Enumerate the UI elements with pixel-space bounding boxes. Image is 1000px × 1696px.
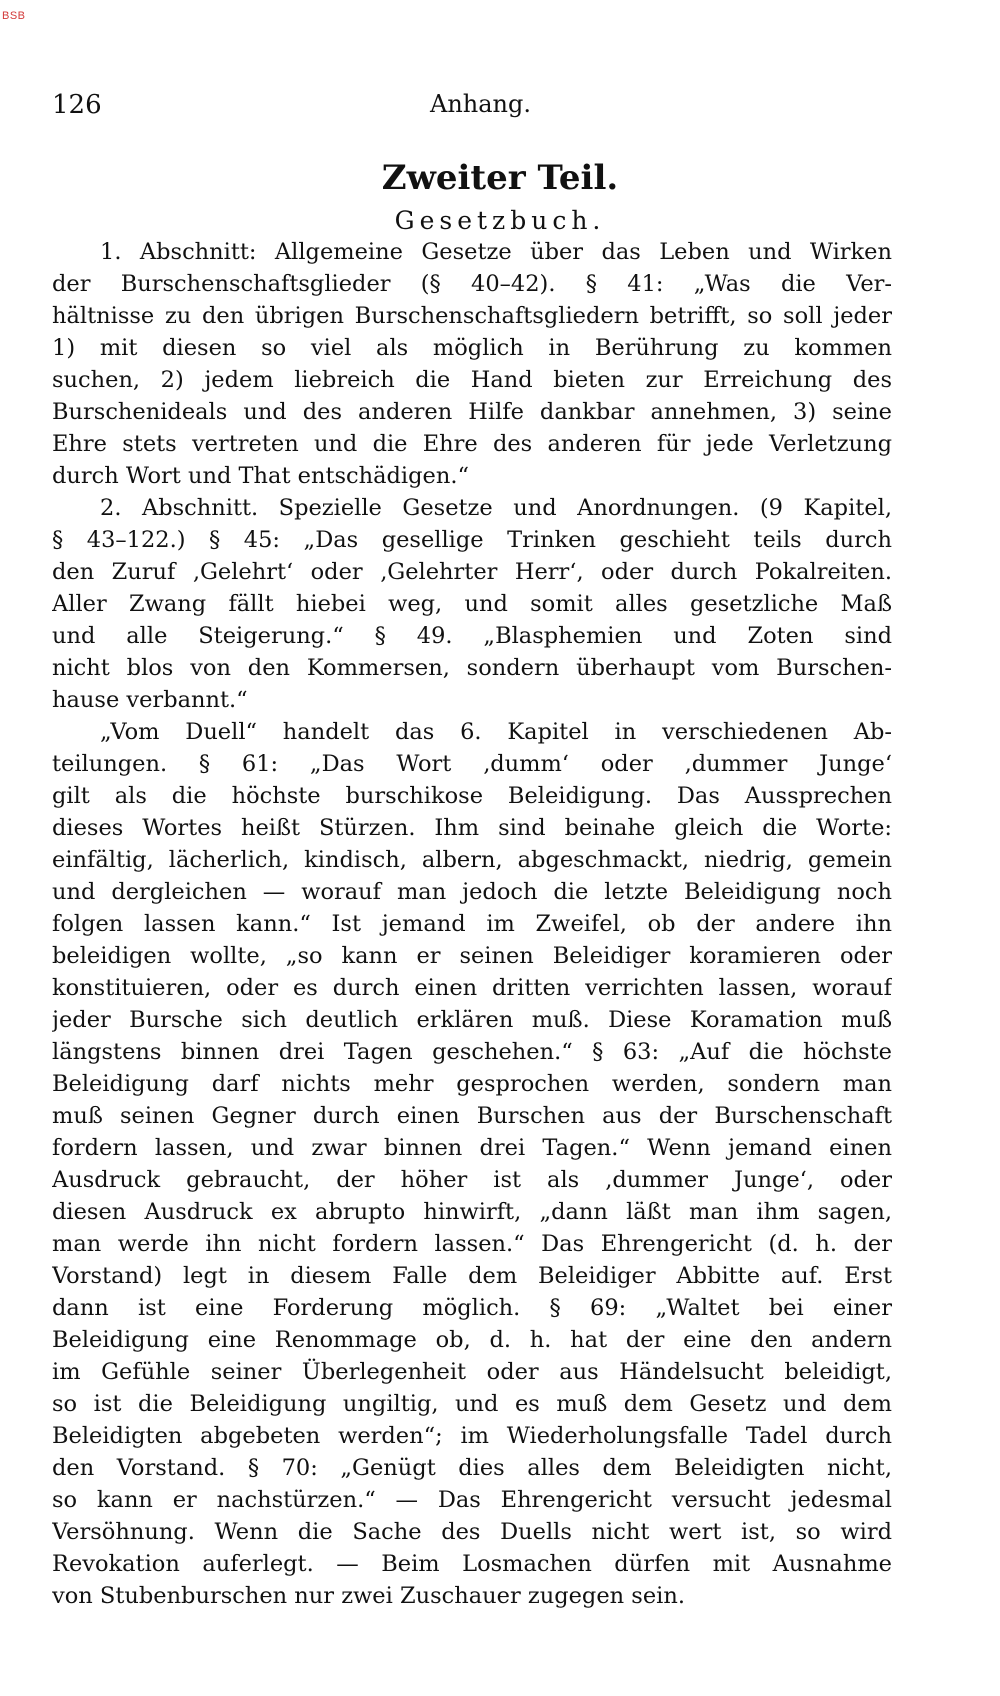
text-line: § 43–122.) § 45: „Das gesellige Trinken geschieht teils durch	[52, 527, 892, 553]
text-line: Ehre stets vertreten und die Ehre des anderen für jede Verletzung	[52, 431, 892, 457]
text-line: Beleidigten abgebeten werden“; im Wiederholungsfalle Tadel durch	[52, 1423, 892, 1449]
text-line: der Burschenschaftsglieder (§ 40–42). § 41: „Was die Ver-	[52, 271, 892, 297]
part-title: Zweiter Teil.	[381, 158, 619, 198]
text-line: Beleidigung eine Renommage ob, d. h. hat der eine den andern	[52, 1327, 892, 1353]
text-line: konstituieren, oder es durch einen dritten verrichten lassen, worauf	[52, 975, 892, 1001]
text-line: dieses Wortes heißt Stürzen. Ihm sind beinahe gleich die Worte:	[52, 815, 892, 841]
text-line: diesen Ausdruck ex abrupto hinwirft, „dann läßt man ihm sagen,	[52, 1199, 892, 1225]
text-line: 2. Abschnitt. Spezielle Gesetze und Anordnungen. (9 Kapitel,	[100, 495, 892, 521]
text-line: gilt als die höchste burschikose Beleidigung. Das Aussprechen	[52, 783, 892, 809]
text-line: längstens binnen drei Tagen geschehen.“ § 63: „Auf die höchste	[52, 1039, 892, 1065]
text-line: Revokation auferlegt. — Beim Losmachen dürfen mit Ausnahme	[52, 1551, 892, 1577]
text-line: den Vorstand. § 70: „Genügt dies alles dem Beleidigten nicht,	[52, 1455, 892, 1481]
text-line: „Vom Duell“ handelt das 6. Kapitel in verschiedenen Ab-	[100, 719, 892, 745]
text-line: nicht blos von den Kommersen, sondern überhaupt vom Burschen-	[52, 655, 892, 681]
text-line: beleidigen wollte, „so kann er seinen Beleidiger koramieren oder	[52, 943, 892, 969]
text-line: Ausdruck gebraucht, der höher ist als ‚dummer Junge‘, oder	[52, 1167, 892, 1193]
library-watermark: BSB	[2, 10, 26, 22]
section-subtitle: Gesetzbuch.	[394, 206, 606, 235]
text-line: man werde ihn nicht fordern lassen.“ Das Ehrengericht (d. h. der	[52, 1231, 892, 1257]
page-number: 126	[52, 90, 102, 120]
text-line: suchen, 2) jedem liebreich die Hand bieten zur Erreichung des	[52, 367, 892, 393]
body-text	[52, 236, 892, 1612]
text-line: den Zuruf ‚Gelehrt‘ oder ‚Gelehrter Herr‘, oder durch Pokalreiten.	[52, 559, 892, 585]
text-line: 1) mit diesen so viel als möglich in Berührung zu kommen	[52, 335, 892, 361]
text-line: dann ist eine Forderung möglich. § 69: „Waltet bei einer	[52, 1295, 892, 1321]
text-line: fordern lassen, und zwar binnen drei Tagen.“ Wenn jemand einen	[52, 1135, 892, 1161]
text-line: so kann er nachstürzen.“ — Das Ehrengericht versucht jedesmal	[52, 1487, 892, 1513]
text-line: 1. Abschnitt: Allgemeine Gesetze über das Leben und Wirken	[100, 239, 892, 265]
page-header	[52, 90, 892, 130]
text-line: Burschenideals und des anderen Hilfe dankbar annehmen, 3) seine	[52, 399, 892, 425]
text-line: Versöhnung. Wenn die Sache des Duells nicht wert ist, so wird	[52, 1519, 892, 1545]
text-line: hause verbannt.“	[52, 687, 248, 713]
text-line: folgen lassen kann.“ Ist jemand im Zweifel, ob der andere ihn	[52, 911, 892, 937]
text-line: einfältig, lächerlich, kindisch, albern, abgeschmackt, niedrig, gemein	[52, 847, 892, 873]
text-line: jeder Bursche sich deutlich erklären muß. Diese Koramation muß	[52, 1007, 892, 1033]
running-head: Anhang.	[430, 90, 532, 118]
text-line: von Stubenburschen nur zwei Zuschauer zugegen sein.	[52, 1583, 685, 1609]
text-line: Aller Zwang fällt hiebei weg, und somit alles gesetzliche Maß	[52, 591, 892, 617]
text-line: teilungen. § 61: „Das Wort ‚dumm‘ oder ‚dummer Junge‘	[52, 751, 892, 777]
text-line: Vorstand) legt in diesem Falle dem Beleidiger Abbitte auf. Erst	[52, 1263, 892, 1289]
text-line: muß seinen Gegner durch einen Burschen aus der Burschenschaft	[52, 1103, 892, 1129]
text-line: und alle Steigerung.“ § 49. „Blasphemien und Zoten sind	[52, 623, 892, 649]
text-line: Beleidigung darf nichts mehr gesprochen werden, sondern man	[52, 1071, 892, 1097]
text-line: durch Wort und That entschädigen.“	[52, 463, 469, 489]
text-line: so ist die Beleidigung ungiltig, und es muß dem Gesetz und dem	[52, 1391, 892, 1417]
text-line: hältnisse zu den übrigen Burschenschaftsgliedern betrifft, so soll jeder	[52, 303, 892, 329]
text-line: und dergleichen — worauf man jedoch die letzte Beleidigung noch	[52, 879, 892, 905]
text-line: im Gefühle seiner Überlegenheit oder aus Händelsucht beleidigt,	[52, 1359, 892, 1385]
